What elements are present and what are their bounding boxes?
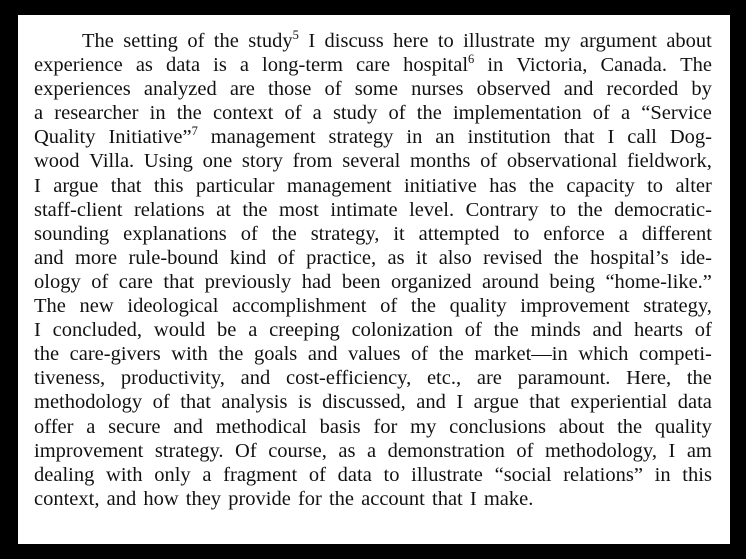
- word: a: [312, 102, 322, 125]
- word: values: [348, 343, 401, 366]
- word: course,: [268, 439, 327, 462]
- text-line: [34, 101, 712, 125]
- word: I: [308, 30, 316, 52]
- word: and: [173, 415, 203, 438]
- word: level.: [409, 198, 455, 221]
- word: that: [432, 487, 463, 510]
- word: demonstration: [387, 439, 505, 462]
- word: a: [621, 102, 631, 125]
- word: which: [578, 343, 629, 366]
- word: The: [34, 295, 66, 318]
- word: discussed,: [322, 391, 406, 414]
- word: how: [143, 487, 179, 510]
- word: in: [654, 463, 671, 486]
- word: particular: [195, 174, 275, 197]
- word: and: [307, 343, 338, 366]
- text-line: [34, 270, 712, 294]
- word: that: [180, 391, 211, 414]
- word: improvement: [520, 295, 630, 318]
- word: more: [74, 246, 118, 269]
- word: had: [301, 270, 332, 293]
- word: context,: [34, 487, 100, 510]
- text-line: [34, 366, 712, 390]
- text-line: [34, 390, 712, 414]
- word: argue: [473, 391, 519, 414]
- word: make.: [483, 487, 534, 510]
- word: Using: [143, 150, 193, 173]
- word: in: [406, 126, 423, 149]
- word: basis: [319, 415, 361, 438]
- word: quality: [654, 415, 712, 438]
- word: researcher: [54, 102, 139, 125]
- word: the: [34, 343, 60, 366]
- word: a: [34, 102, 44, 125]
- word: Here,: [626, 367, 672, 390]
- word: market—in: [474, 343, 568, 366]
- word: data: [165, 54, 201, 77]
- word: productivity,: [120, 367, 225, 390]
- word: of: [240, 222, 258, 245]
- word: Initiative”$^7$: [108, 124, 198, 149]
- text-line: [34, 463, 712, 487]
- word: initiative: [403, 174, 477, 197]
- word: being: [549, 270, 595, 293]
- word: the: [493, 319, 519, 342]
- word: the: [176, 102, 202, 125]
- word: secure: [108, 415, 161, 438]
- word: data: [677, 391, 712, 414]
- word: the: [577, 198, 603, 221]
- word: a: [618, 222, 628, 245]
- word: to: [647, 174, 664, 197]
- word: long-term: [262, 54, 343, 77]
- word: experiential: [570, 391, 668, 414]
- word: of: [388, 102, 406, 125]
- word: illustrate: [411, 463, 483, 486]
- word: relations”: [563, 463, 643, 486]
- word: alter: [675, 174, 712, 197]
- word: here: [393, 30, 429, 52]
- word: offer: [34, 415, 74, 438]
- word: ide-: [680, 246, 712, 269]
- word: the: [617, 415, 643, 438]
- word: of: [380, 295, 398, 318]
- word: illustrate: [463, 30, 535, 52]
- text-line: [34, 29, 712, 53]
- word: about: [666, 30, 712, 52]
- document-page: [18, 15, 730, 544]
- word: that: [563, 126, 595, 149]
- word: new: [79, 295, 114, 318]
- word: and: [34, 246, 64, 269]
- word: context: [212, 102, 274, 125]
- word: that: [110, 174, 142, 197]
- word: “Service: [641, 102, 712, 125]
- word: are: [476, 367, 502, 390]
- word: strategy: [328, 126, 394, 149]
- word: Canada.: [600, 54, 668, 77]
- word: an: [435, 126, 455, 149]
- word: of: [187, 30, 205, 52]
- word: from: [292, 150, 333, 173]
- word: strategy,: [310, 222, 380, 245]
- word: recorded: [606, 78, 679, 101]
- word: to: [550, 198, 566, 221]
- word: the: [438, 343, 464, 366]
- word: practice,: [306, 246, 377, 269]
- text-line: [34, 198, 712, 222]
- text-line: [34, 222, 712, 246]
- word: to: [437, 30, 454, 52]
- word: methodical: [215, 415, 307, 438]
- word: ideological: [127, 295, 219, 318]
- word: of: [277, 246, 295, 269]
- word: minds: [530, 319, 581, 342]
- word: and: [106, 487, 137, 510]
- word: data: [337, 463, 372, 486]
- word: Dog-: [669, 126, 712, 149]
- word: methodology,: [544, 439, 657, 462]
- word: The: [680, 54, 712, 77]
- word: dealing: [34, 463, 95, 486]
- word: I: [668, 439, 676, 462]
- word: relations: [133, 198, 205, 221]
- word: I: [456, 391, 464, 414]
- word: of: [411, 343, 429, 366]
- footnote-marker: 5: [292, 28, 299, 42]
- word: and: [416, 391, 446, 414]
- word: as: [387, 246, 405, 269]
- word: with: [106, 463, 143, 486]
- text-line: [34, 246, 712, 270]
- word: a: [86, 415, 96, 438]
- word: of: [464, 319, 482, 342]
- text-line: [34, 342, 712, 366]
- word: Quality: [34, 126, 96, 149]
- word: of: [324, 78, 342, 101]
- word: observational: [506, 150, 618, 173]
- word: Victoria,: [516, 54, 588, 77]
- word: of: [694, 319, 712, 342]
- word: as: [135, 54, 153, 77]
- word: provide: [228, 487, 291, 510]
- word: fragment: [223, 463, 298, 486]
- text-line: [34, 415, 712, 439]
- word: that: [529, 391, 561, 414]
- word: fieldwork,: [627, 150, 712, 173]
- word: sounding: [34, 222, 110, 245]
- word: I: [34, 174, 41, 197]
- word: be: [216, 319, 237, 342]
- word: discuss: [324, 30, 384, 52]
- word: strategy,: [643, 295, 712, 318]
- text-line: [34, 125, 712, 149]
- text-line: [34, 487, 712, 511]
- word: hospital’s: [590, 246, 669, 269]
- word: for: [373, 415, 398, 438]
- word: a: [366, 439, 377, 462]
- word: the: [218, 343, 244, 366]
- word: to: [513, 222, 530, 245]
- word: of: [516, 439, 534, 462]
- word: improvement: [34, 439, 144, 462]
- footnote-marker: 6: [468, 52, 475, 67]
- word: different: [641, 222, 712, 245]
- word: study$^5$: [248, 28, 299, 52]
- word: previously: [204, 270, 292, 293]
- word: revised: [483, 246, 543, 269]
- word: this: [682, 463, 712, 486]
- word: is: [213, 54, 227, 77]
- word: care: [118, 270, 153, 293]
- text-line: [34, 439, 712, 463]
- word: goals: [253, 343, 298, 366]
- word: etc.,: [426, 367, 462, 390]
- word: some: [354, 78, 398, 101]
- word: of: [480, 150, 498, 173]
- word: several: [342, 150, 401, 173]
- word: as: [338, 439, 356, 462]
- word: it: [415, 246, 428, 269]
- word: those: [268, 78, 312, 101]
- word: kind: [229, 246, 267, 269]
- word: hospital$^6$: [403, 52, 475, 77]
- word: colonization: [351, 319, 453, 342]
- word: of: [308, 463, 326, 486]
- text-line: [34, 294, 712, 318]
- word: call: [627, 126, 657, 149]
- word: my: [544, 30, 571, 52]
- word: experience: [34, 54, 123, 77]
- word: a: [248, 319, 258, 342]
- word: capacity: [566, 174, 635, 197]
- word: cost-efficiency,: [286, 367, 412, 390]
- word: for: [297, 487, 322, 510]
- word: Villa.: [89, 150, 135, 173]
- word: about: [558, 415, 605, 438]
- footnote-marker: 7: [191, 124, 198, 139]
- word: institution: [467, 126, 551, 149]
- word: they: [185, 487, 222, 510]
- word: “social: [494, 463, 552, 486]
- word: analysis: [221, 391, 288, 414]
- word: enforce: [543, 222, 605, 245]
- word: nurses: [411, 78, 464, 101]
- word: I: [469, 487, 477, 510]
- word: story: [241, 150, 283, 173]
- text-line: [34, 318, 712, 342]
- word: the: [213, 30, 239, 52]
- word: management: [286, 174, 392, 197]
- word: has: [489, 174, 517, 197]
- word: with: [171, 343, 208, 366]
- word: a: [239, 54, 249, 77]
- word: the: [528, 174, 555, 197]
- word: care-givers: [69, 343, 161, 366]
- word: around: [481, 270, 539, 293]
- word: is: [297, 391, 312, 414]
- word: in: [487, 54, 504, 77]
- word: I: [34, 319, 41, 342]
- word: “home-like.”: [605, 270, 712, 293]
- word: and: [592, 319, 623, 342]
- word: the: [242, 198, 268, 221]
- text-line: [34, 174, 712, 198]
- word: of: [91, 270, 109, 293]
- word: account: [361, 487, 425, 510]
- word: the: [271, 222, 297, 245]
- word: of: [284, 102, 302, 125]
- word: creeping: [269, 319, 340, 342]
- word: explanations: [123, 222, 227, 245]
- body-paragraph: [34, 29, 712, 511]
- word: Of: [235, 439, 257, 462]
- word: are: [229, 78, 255, 101]
- word: paramount.: [517, 367, 611, 390]
- word: intimate: [330, 198, 398, 221]
- word: the: [416, 102, 442, 125]
- word: attempted: [418, 222, 500, 245]
- word: argue: [53, 174, 99, 197]
- word: quality: [449, 295, 507, 318]
- word: concluded,: [52, 319, 143, 342]
- word: analyzed: [143, 78, 217, 101]
- word: am: [686, 439, 712, 462]
- word: organized: [391, 270, 472, 293]
- text-line: [34, 53, 712, 77]
- word: the: [553, 246, 579, 269]
- word: and: [563, 78, 594, 101]
- word: in: [149, 102, 166, 125]
- word: most: [278, 198, 319, 221]
- word: only: [154, 463, 191, 486]
- word: setting: [123, 30, 178, 52]
- word: the: [410, 295, 436, 318]
- word: to: [383, 463, 400, 486]
- word: of: [152, 391, 170, 414]
- word: strategy.: [154, 439, 224, 462]
- word: study: [332, 102, 378, 125]
- word: a: [202, 463, 212, 486]
- word: of: [592, 102, 610, 125]
- word: implementation: [452, 102, 582, 125]
- word: democratic-: [614, 198, 712, 221]
- word: by: [691, 78, 712, 101]
- word: observed: [476, 78, 551, 101]
- word: argument: [579, 30, 657, 52]
- word: staff-client: [34, 198, 123, 221]
- word: tiveness,: [34, 367, 106, 390]
- word: rule-bound: [128, 246, 219, 269]
- word: would: [153, 319, 206, 342]
- word: conclusions: [449, 415, 546, 438]
- word: competi-: [639, 343, 712, 366]
- word: been: [341, 270, 381, 293]
- word: Contrary: [465, 198, 539, 221]
- word: The: [82, 30, 114, 52]
- word: the: [328, 487, 355, 510]
- word: methodology: [34, 391, 143, 414]
- text-line: [34, 77, 712, 101]
- word: this: [153, 174, 184, 197]
- word: accomplishment: [232, 295, 367, 318]
- word: I: [607, 126, 615, 149]
- word: months: [409, 150, 471, 173]
- word: the: [686, 367, 712, 390]
- text-line: [34, 149, 712, 173]
- word: one: [202, 150, 233, 173]
- word: that: [163, 270, 195, 293]
- word: also: [438, 246, 472, 269]
- word: at: [216, 198, 231, 221]
- word: wood: [34, 150, 80, 173]
- word: it: [393, 222, 405, 245]
- word: and: [240, 367, 271, 390]
- word: experiences: [34, 78, 131, 101]
- word: management: [210, 126, 316, 149]
- word: my: [410, 415, 437, 438]
- word: care: [355, 54, 391, 77]
- word: hearts: [633, 319, 683, 342]
- word: ology: [34, 270, 81, 293]
